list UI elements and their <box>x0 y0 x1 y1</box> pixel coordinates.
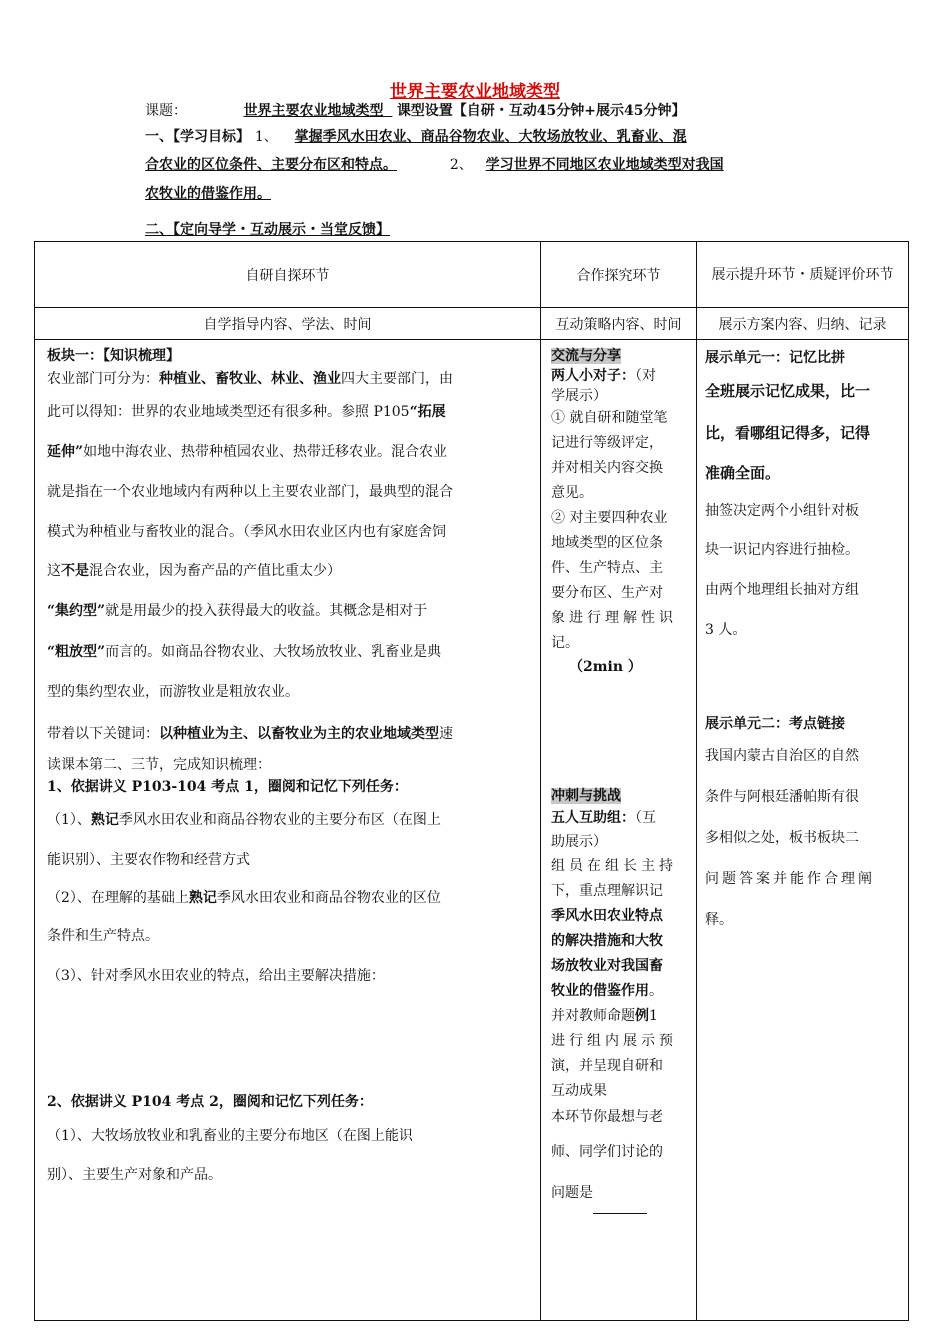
goals-line-3 <box>145 183 271 203</box>
text-line: 型的集约型农业，而游牧业是粗放农业。 <box>47 684 299 700</box>
text-line: 此可以得知：世界的农业地域类型还有很多种。参照 P105“拓展 <box>47 404 446 420</box>
subheader-cell: 展示方案内容、归纳、记录 <box>697 308 909 340</box>
answer-blank <box>593 1173 647 1214</box>
header-cell: 展示提升环节・质疑评价环节 <box>697 242 909 308</box>
text-line: 并对相关内容交换 <box>551 460 663 476</box>
text-line: 能识别）、主要农作物和经营方式 <box>47 852 250 868</box>
text-line: 我国内蒙古自治区的自然 <box>705 748 859 764</box>
goals-line-1 <box>145 126 687 146</box>
text-line: 比，看哪组记得多，记得 <box>705 424 871 442</box>
text-line: 别）、主要生产对象和产品。 <box>47 1167 222 1183</box>
text-line: 条件和生产特点。 <box>47 928 159 944</box>
text-line: 这不是混合农业，因为畜产品的产值比重太少） <box>47 563 341 579</box>
plan-table <box>34 241 909 1321</box>
unit-1-title: 展示单元一：记忆比拼 <box>705 350 845 366</box>
course-line <box>145 100 686 120</box>
goals-heading: 一、【学习目标】 <box>145 129 250 145</box>
course-type: 课型设置【自研・互动45分钟+展示45分钟】 <box>396 103 686 119</box>
goal-1-num: 1、 <box>254 129 278 145</box>
text-line: 全班展示记忆成果，比一 <box>705 382 871 400</box>
text-line: 演，并呈现自研和 <box>551 1058 663 1074</box>
text-line: 问题是 <box>551 1173 688 1214</box>
self-study-cell <box>35 340 541 1321</box>
page-title: 世界主要农业地域类型 <box>390 82 560 102</box>
text-line: 地域类型的区位条 <box>551 535 663 551</box>
text-line: “集约型”就是用最少的投入获得最大的收益。其概念是相对于 <box>47 603 428 619</box>
text-line: 师、同学们讨论的 <box>551 1144 663 1160</box>
text-line: 带着以下关键词：以种植业为主、以畜牧业为主的农业地域类型速 <box>47 726 453 742</box>
subheader-cell: 自学指导内容、学法、时间 <box>35 308 541 340</box>
text-line: 季风水田农业特点 <box>551 908 663 924</box>
goal-2-text-cont: 农牧业的借鉴作用。 <box>145 186 271 202</box>
text-line: 互动成果 <box>551 1083 607 1099</box>
text-line: 就是指在一个农业地域内有两种以上主要农业部门，最典型的混合 <box>47 484 453 500</box>
course-label: 课题： <box>145 103 187 119</box>
text-line: 由两个地理组长抽对方组 <box>705 582 859 598</box>
text-line: 记。 <box>551 635 579 651</box>
text-line: 牧业的借鉴作用。 <box>551 983 663 999</box>
text-line: ② 对主要四种农业 <box>551 510 668 526</box>
text-line: 本环节你最想与老 <box>551 1109 663 1125</box>
task-1-title: 1、依据讲义 P103-104 考点 1，圈阅和记忆下列任务： <box>47 779 408 795</box>
text-line: 条件与阿根廷潘帕斯有很 <box>705 789 859 805</box>
goal-1-text: 掌握季风水田农业、商品谷物农业、大牧场放牧业、乳畜业、混 <box>294 129 687 145</box>
text-line: 的解决措施和大牧 <box>551 933 663 949</box>
text-line: “粗放型”而言的。如商品谷物农业、大牧场放牧业、乳畜业是典 <box>47 644 442 660</box>
text-line: 两人小对子：（对 <box>551 368 656 384</box>
table-subheader-row <box>35 308 909 340</box>
text-line: 下，重点理解识记 <box>551 883 663 899</box>
text-line: 3 人。 <box>705 622 747 638</box>
goals-line-2 <box>145 154 724 174</box>
task-2-title: 2、依据讲义 P104 考点 2，圈阅和记忆下列任务： <box>47 1094 373 1110</box>
table-header-row <box>35 242 909 308</box>
text-line: 五人互助组：（互 <box>551 810 656 826</box>
block-title: 板块一：【知识梳理】 <box>47 348 180 364</box>
text-line: （1）、熟记季风水田农业和商品谷物农业的主要分布区（在图上 <box>47 812 441 828</box>
text-line: 组员在组长主持 <box>551 858 677 874</box>
text-line: 农业部门可分为：种植业、畜牧业、林业、渔业四大主要部门，由 <box>47 371 453 387</box>
text-line: ① 就自研和随堂笔 <box>551 410 668 426</box>
text-line: 模式为种植业与畜牧业的混合。（季风水田农业区内也有家庭舍饲 <box>47 524 446 540</box>
text-line: 助展示） <box>551 834 607 850</box>
text-line: 进行组内展示预 <box>551 1033 677 1049</box>
exchange-heading: 交流与分享 <box>551 348 621 364</box>
text-line: 准确全面。 <box>705 464 781 482</box>
text-line: 释。 <box>705 912 733 928</box>
unit-2-title: 展示单元二：考点链接 <box>705 716 845 732</box>
subheader-cell: 互动策略内容、时间 <box>541 308 697 340</box>
text-line: 象进行理解性识 <box>551 610 677 626</box>
text-line: 问题答案并能作合理阐 <box>705 871 875 887</box>
course-topic: 世界主要农业地域类型 <box>243 103 384 119</box>
text-line: 抽签决定两个小组针对板 <box>705 503 859 519</box>
text-line: 件、生产特点、主 <box>551 560 663 576</box>
text-line: 并对教师命题例1 <box>551 1008 658 1024</box>
time-note: （2min ） <box>569 659 642 675</box>
cooperation-cell <box>541 340 697 1321</box>
table-body-row <box>35 340 909 1321</box>
header-cell: 自研自探环节 <box>35 242 541 308</box>
text-line: （3）、针对季风水田农业的特点，给出主要解决措施： <box>47 968 385 984</box>
header-cell: 合作探究环节 <box>541 242 697 308</box>
presentation-cell <box>697 340 909 1321</box>
text-line: （1）、大牧场放牧业和乳畜业的主要分布地区（在图上能识 <box>47 1128 413 1144</box>
text-line: （2）、在理解的基础上熟记季风水田农业和商品谷物农业的区位 <box>47 890 441 906</box>
challenge-heading: 冲刺与挑战 <box>551 788 621 804</box>
text-line: 延伸”如地中海农业、热带种植园农业、热带迁移农业。混合农业 <box>47 444 448 460</box>
text-line: 意见。 <box>551 485 593 501</box>
text-line: 多相似之处，板书板块二 <box>705 830 859 846</box>
text-line: 要分布区、生产对 <box>551 585 663 601</box>
text-line: 记进行等级评定， <box>551 435 663 451</box>
goal-2-num: 2、 <box>449 157 473 173</box>
text-line: 场放牧业对我国畜 <box>551 958 663 974</box>
section-2-heading: 二、【定向导学・互动展示・当堂反馈】 <box>145 222 390 238</box>
text-line: 读课本第二、三节，完成知识梳理： <box>47 757 271 773</box>
text-line: 块一识记内容进行抽检。 <box>705 542 859 558</box>
goal-1-text-cont: 合农业的区位条件、主要分布区和特点。 <box>145 157 397 173</box>
text-line: 学展示） <box>551 388 607 404</box>
goal-2-text: 学习世界不同地区农业地域类型对我国 <box>485 157 724 173</box>
